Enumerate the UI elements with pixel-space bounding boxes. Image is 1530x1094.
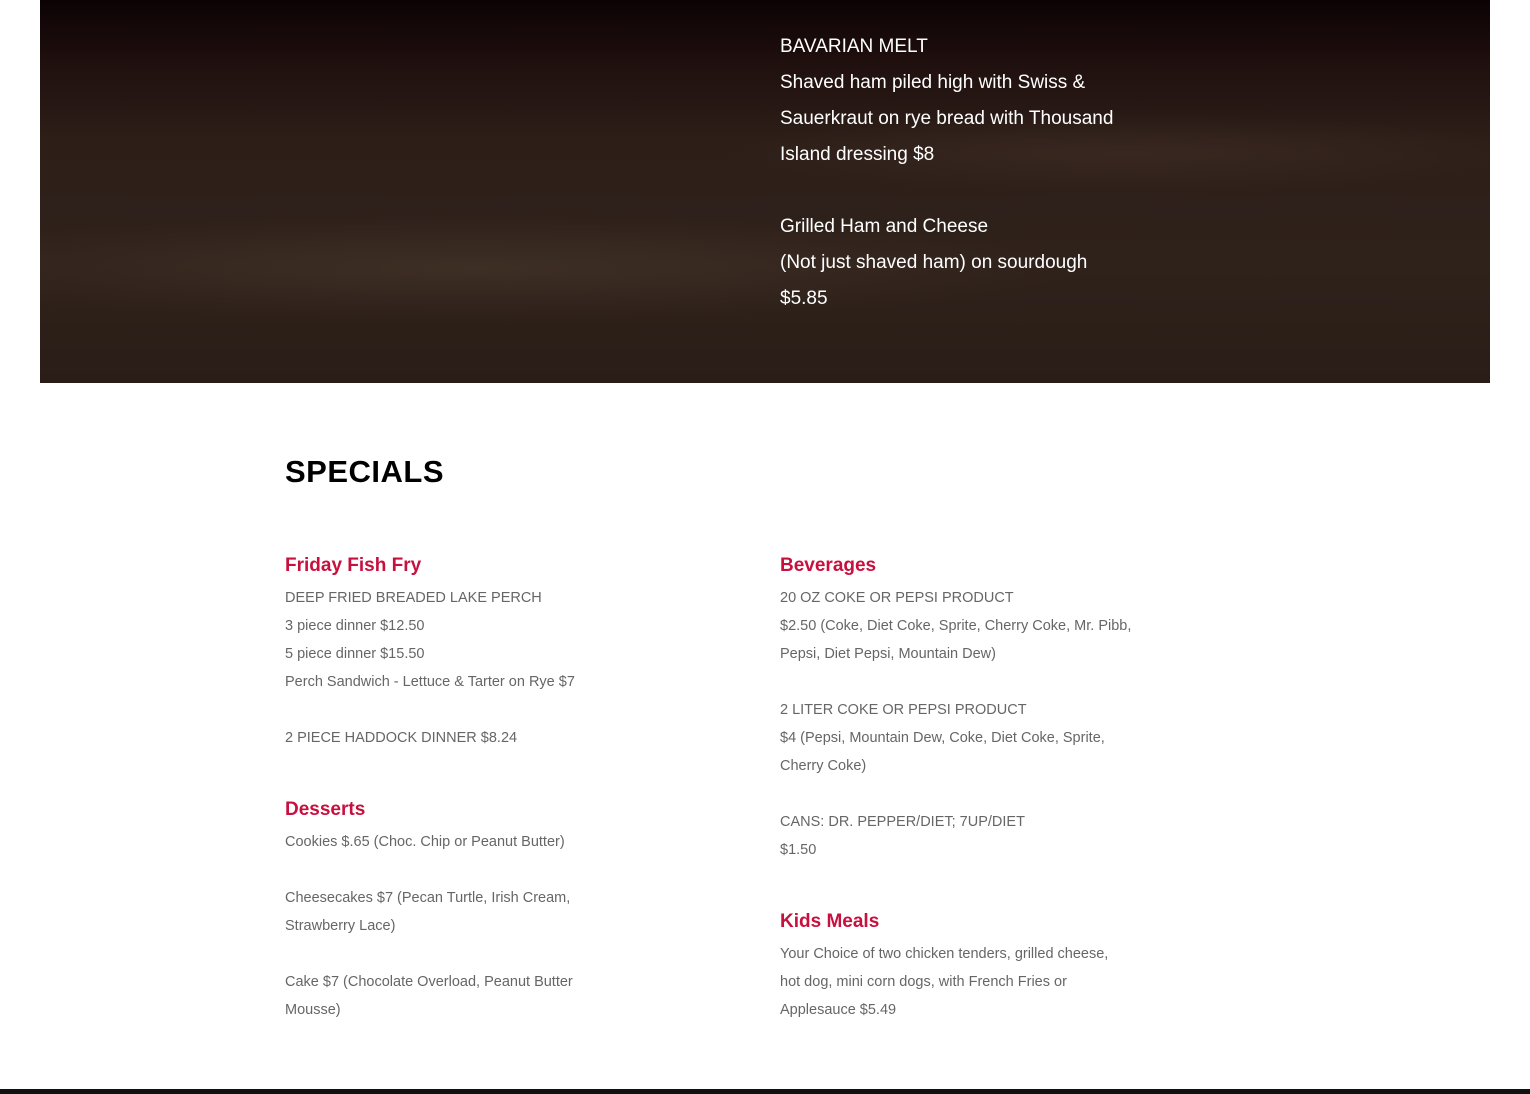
fish-fry-heading: Friday Fish Fry — [285, 555, 422, 576]
hero-item-title: Grilled Ham and Cheese — [780, 216, 989, 237]
beverages-heading: Beverages — [780, 555, 877, 576]
menu-line: $4 (Pepsi, Mountain Dew, Coke, Diet Coke, Sprite, — [780, 730, 1105, 746]
menu-line: Cheesecakes $7 (Pecan Turtle, Irish Cream, — [285, 890, 571, 906]
hero-menu-text — [780, 29, 1160, 317]
specials-left-column — [285, 552, 665, 1024]
beverages-body — [780, 584, 1160, 864]
beverages-section — [780, 552, 1160, 864]
menu-line: 5 piece dinner $15.50 — [285, 646, 425, 662]
hero-item-description: Shaved ham piled high with Swiss & — [780, 72, 1086, 93]
menu-line: DEEP FRIED BREADED LAKE PERCH — [285, 590, 542, 606]
kids-meals-section — [780, 908, 1160, 1024]
specials-right-column — [780, 552, 1160, 1024]
specials-title: SPECIALS — [285, 454, 445, 489]
kids-meals-body — [780, 940, 1160, 1024]
menu-line: CANS: DR. PEPPER/DIET; 7UP/DIET — [780, 814, 1025, 830]
menu-line: Cookies $.65 (Choc. Chip or Peanut Butter) — [285, 834, 565, 850]
hero-item-price: Island dressing $8 — [780, 144, 935, 165]
menu-line: hot dog, mini corn dogs, with French Fries or — [780, 974, 1067, 990]
menu-line: 20 OZ COKE OR PEPSI PRODUCT — [780, 590, 1014, 606]
menu-line: Perch Sandwich - Lettuce & Tarter on Rye $7 — [285, 674, 575, 690]
menu-line: $2.50 (Coke, Diet Coke, Sprite, Cherry Coke, Mr. Pibb, — [780, 618, 1132, 634]
hero-banner — [40, 0, 1490, 383]
menu-line: $1.50 — [780, 842, 817, 858]
fish-fry-body — [285, 584, 665, 752]
hero-item-price: $5.85 — [780, 288, 828, 309]
hero-item-description: Sauerkraut on rye bread with Thousand — [780, 108, 1114, 129]
kids-meals-heading: Kids Meals — [780, 911, 880, 932]
hero-item-description: (Not just shaved ham) on sourdough — [780, 252, 1088, 273]
desserts-heading: Desserts — [285, 799, 366, 820]
menu-line: Your Choice of two chicken tenders, grilled cheese, — [780, 946, 1109, 962]
menu-line: Pepsi, Diet Pepsi, Mountain Dew) — [780, 646, 996, 662]
menu-line: 3 piece dinner $12.50 — [285, 618, 425, 634]
menu-line: Strawberry Lace) — [285, 918, 396, 934]
footer-bar — [0, 1089, 1530, 1094]
menu-line: Applesauce $5.49 — [780, 1002, 897, 1018]
desserts-body — [285, 828, 665, 1024]
menu-line: Cake $7 (Chocolate Overload, Peanut Butter — [285, 974, 573, 990]
menu-line: Cherry Coke) — [780, 758, 867, 774]
menu-line: 2 PIECE HADDOCK DINNER $8.24 — [285, 730, 518, 746]
fish-fry-section — [285, 552, 665, 752]
menu-line: 2 LITER COKE OR PEPSI PRODUCT — [780, 702, 1027, 718]
menu-line: Mousse) — [285, 1002, 341, 1018]
desserts-section — [285, 796, 665, 1024]
hero-item-title: BAVARIAN MELT — [780, 36, 928, 57]
